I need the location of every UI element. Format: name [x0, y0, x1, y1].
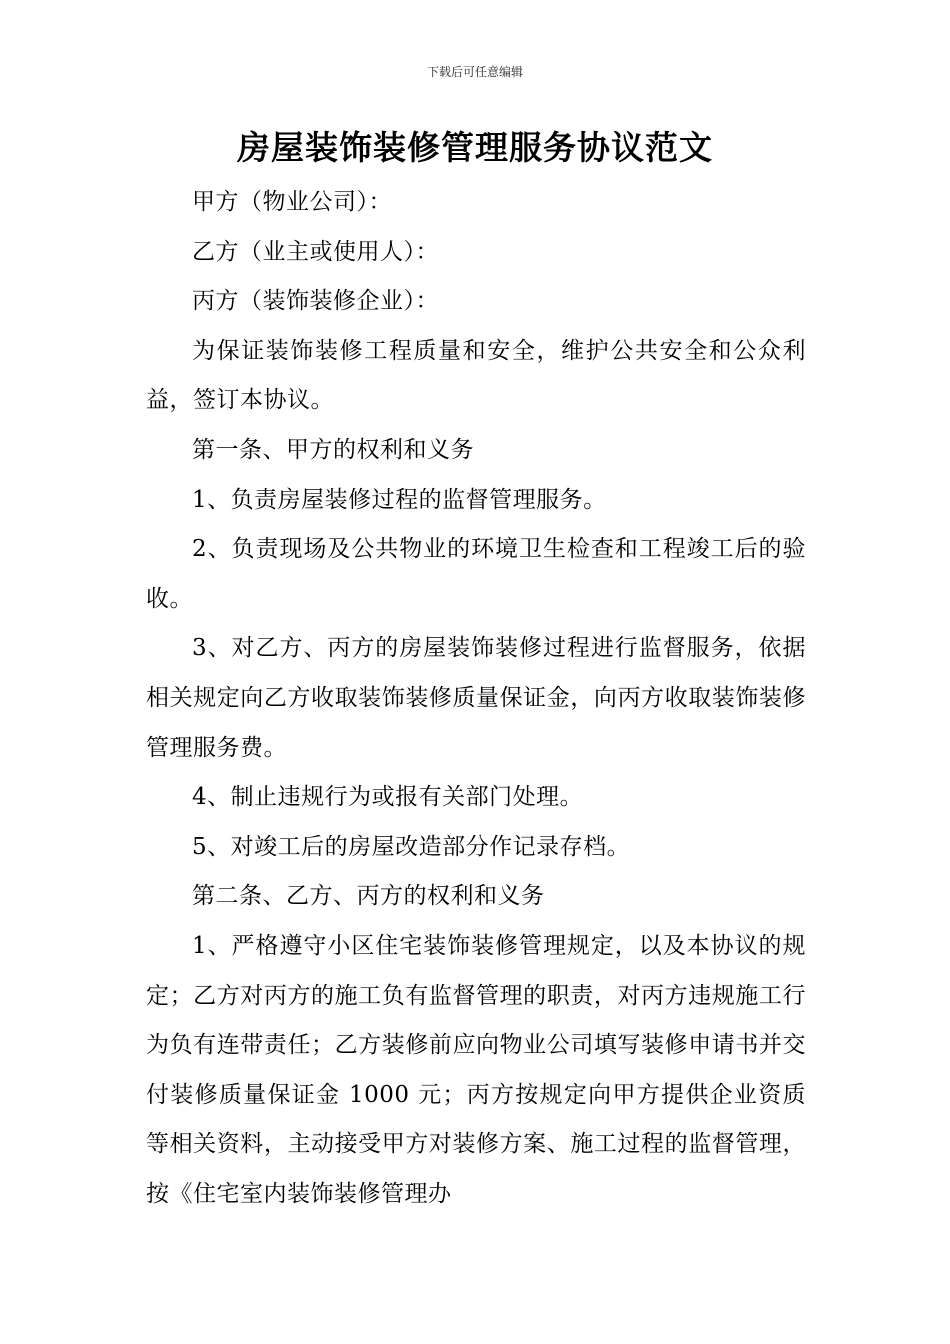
- article-1-item-3: 3、对乙方、丙方的房屋装饰装修过程进行监督服务，依据相关规定向乙方收取装饰装修质量保证金，向丙方收取装饰装修管理服务费。: [146, 635, 806, 761]
- party-b-line: 乙方（业主或使用人）：: [192, 238, 439, 265]
- article-1-item-1: 1、负责房屋装修过程的监督管理服务。: [192, 486, 607, 513]
- article-1-item-2: 2、负责现场及公共物业的环境卫生检查和工程竣工后的验收。: [146, 536, 806, 612]
- document-body: [146, 178, 806, 1219]
- article-2-heading: 第二条、乙方、丙方的权利和义务: [192, 883, 545, 910]
- article-2-item-1: 1、严格遵守小区住宅装饰装修管理规定，以及本协议的规定；乙方对丙方的施工负有监督管理的职责，对丙方违规施工行为负有连带责任；乙方装修前应向物业公司填写装修申请书并交付装修质量保证金 1000 元；丙方按规定向甲方提供企业资质等相关资料，主动接受甲方对装修方案、施工过程的监督管理，按《住宅室内装饰装修管理办: [146, 932, 806, 1207]
- article-1-item-4: 4、制止违规行为或报有关部门处理。: [192, 784, 584, 811]
- article-1-item-5: 5、对竣工后的房屋改造部分作记录存档。: [192, 833, 631, 860]
- party-c-line: 丙方（装饰装修企业）：: [192, 288, 439, 315]
- header-note: 下载后可任意编辑: [426, 65, 523, 79]
- document-title: 房屋装饰装修管理服务协议范文: [237, 128, 713, 167]
- party-a-line: 甲方（物业公司）：: [192, 189, 392, 215]
- preamble-paragraph: 为保证装饰装修工程质量和安全，维护公共安全和公众利益，签订本协议。: [146, 337, 806, 414]
- article-1-heading: 第一条、甲方的权利和义务: [192, 436, 474, 463]
